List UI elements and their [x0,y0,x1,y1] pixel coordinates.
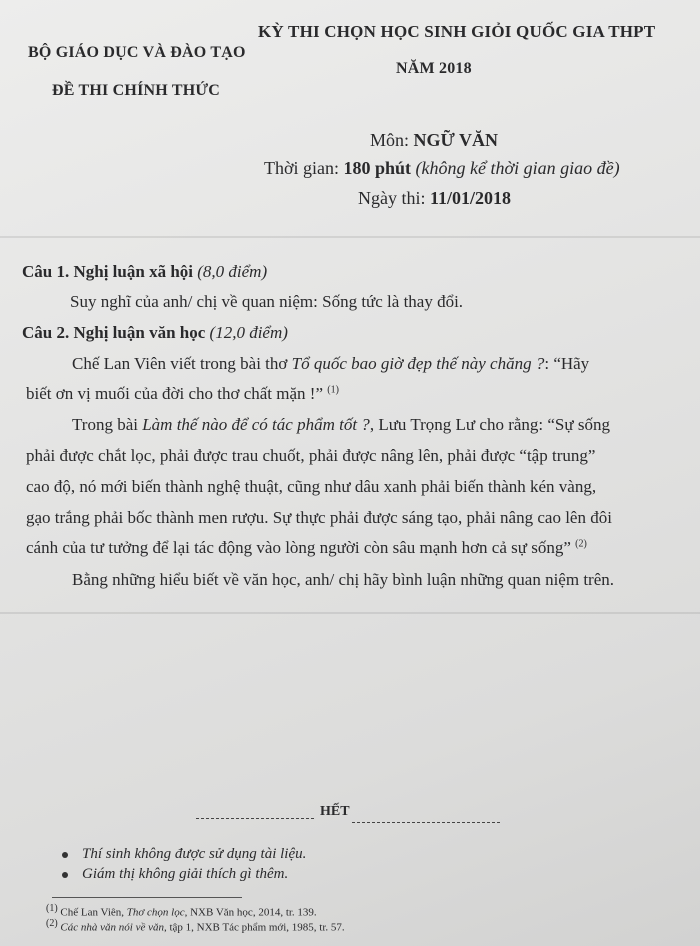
q1-heading [22,262,267,282]
footnote-1-title: Thơ chọn lọc [126,906,185,919]
q2-p1-quote: biết ơn vị muối của đời cho thơ chất mặn !” [26,384,324,403]
subject-line [370,130,498,151]
date-label: Ngày thi: [358,188,430,208]
q1-points: (8,0 điểm) [193,262,268,281]
bullet-icon [62,852,68,858]
q2-p2-text-b: , Lưu Trọng Lư cho rằng: “Sự sống [369,415,610,434]
subject-label: Môn: [370,130,414,150]
footnote-1-author: Chế Lan Viên, [60,906,127,919]
footnote-2-pub: , tập 1, NXB Tác phẩm mới, 1985, tr. 57. [163,921,345,934]
date-line [358,188,511,209]
q2-points: (12,0 điểm) [205,323,288,342]
q2-p2-line4: gạo trắng phải bốc thành men rượu. Sự thực phải được sáng tạo, phải nâng cao lên đôi [26,508,612,527]
q2-heading [22,323,288,343]
paper-crease [0,236,700,238]
q2-title: Câu 2. Nghị luận văn học [22,323,206,342]
exam-title: KỲ THI CHỌN HỌC SINH GIỎI QUỐC GIA THPT [258,22,656,41]
q2-p2-quote-end: cánh của tư tưởng để lại tác động vào lòng người còn sâu mạnh hơn cả sự sống” [26,538,571,557]
footnote-1-pub: , NXB Văn học, 2014, tr. 139. [184,906,317,919]
q2-p1-line1 [72,354,589,374]
exam-year: NĂM 2018 [396,60,472,77]
q2-p2-essay-title: Làm thế nào để có tác phẩm tốt ? [142,415,370,434]
q2-p1-line2 [26,384,339,404]
ministry-name: BỘ GIÁO DỤC VÀ ĐÀO TẠO [28,44,246,61]
footnote-ref-2: (2) [575,538,587,550]
note-text: Thí sinh không được sử dụng tài liệu. [82,846,307,862]
time-line [264,158,620,179]
paper-crease [0,612,700,614]
time-label: Thời gian: [264,158,344,178]
q2-p3: Bằng những hiểu biết về văn học, anh/ chị hãy bình luận những quan niệm trên. [72,570,614,589]
footnote-1-num: (1) [46,903,58,914]
note-item [62,846,306,863]
q1-body: Suy nghĩ của anh/ chị về quan niệm: Sống tức là thay đổi. [70,292,464,311]
subject-name: NGỮ VĂN [413,130,499,150]
bullet-icon [62,872,68,878]
q2-p2-line5 [26,538,587,558]
footnote-2-num: (2) [46,918,58,929]
q2-p1-text: Chế Lan Viên viết trong bài thơ [72,354,292,373]
footnote-ref-1: (1) [327,384,339,396]
q2-p2-line1 [72,415,610,435]
time-value: 180 phút [343,158,412,178]
q2-p2-line3: cao độ, nó mới biến thành nghệ thuật, cũng như dâu xanh phải biến thành kén vàng, [26,477,597,496]
footnote-1 [46,903,317,919]
footnote-rule [52,897,242,898]
official-label: ĐỀ THI CHÍNH THỨC [52,82,221,99]
date-value: 11/01/2018 [430,188,512,208]
q2-p2-text: Trong bài [72,415,143,434]
end-mark: HẾT [320,804,350,819]
q1-title: Câu 1. Nghị luận xã hội [22,262,193,281]
footnote-2 [46,918,345,934]
q2-p1-poem-title: Tổ quốc bao giờ đẹp thế này chăng ? [291,354,545,373]
end-dots-left [196,818,314,819]
footnote-2-title: Các nhà văn nói về văn [60,921,164,934]
end-dots-right [352,822,500,823]
time-note: (không kể thời gian giao đề) [411,158,620,178]
q2-p2-line2: phải được chắt lọc, phải được trau chuốt, phải được nâng lên, phải được “tập trung” [26,446,596,465]
note-item [62,866,288,883]
note-text: Giám thị không giải thích gì thêm. [82,866,289,882]
q2-p1-text-b: : “Hãy [544,354,590,373]
